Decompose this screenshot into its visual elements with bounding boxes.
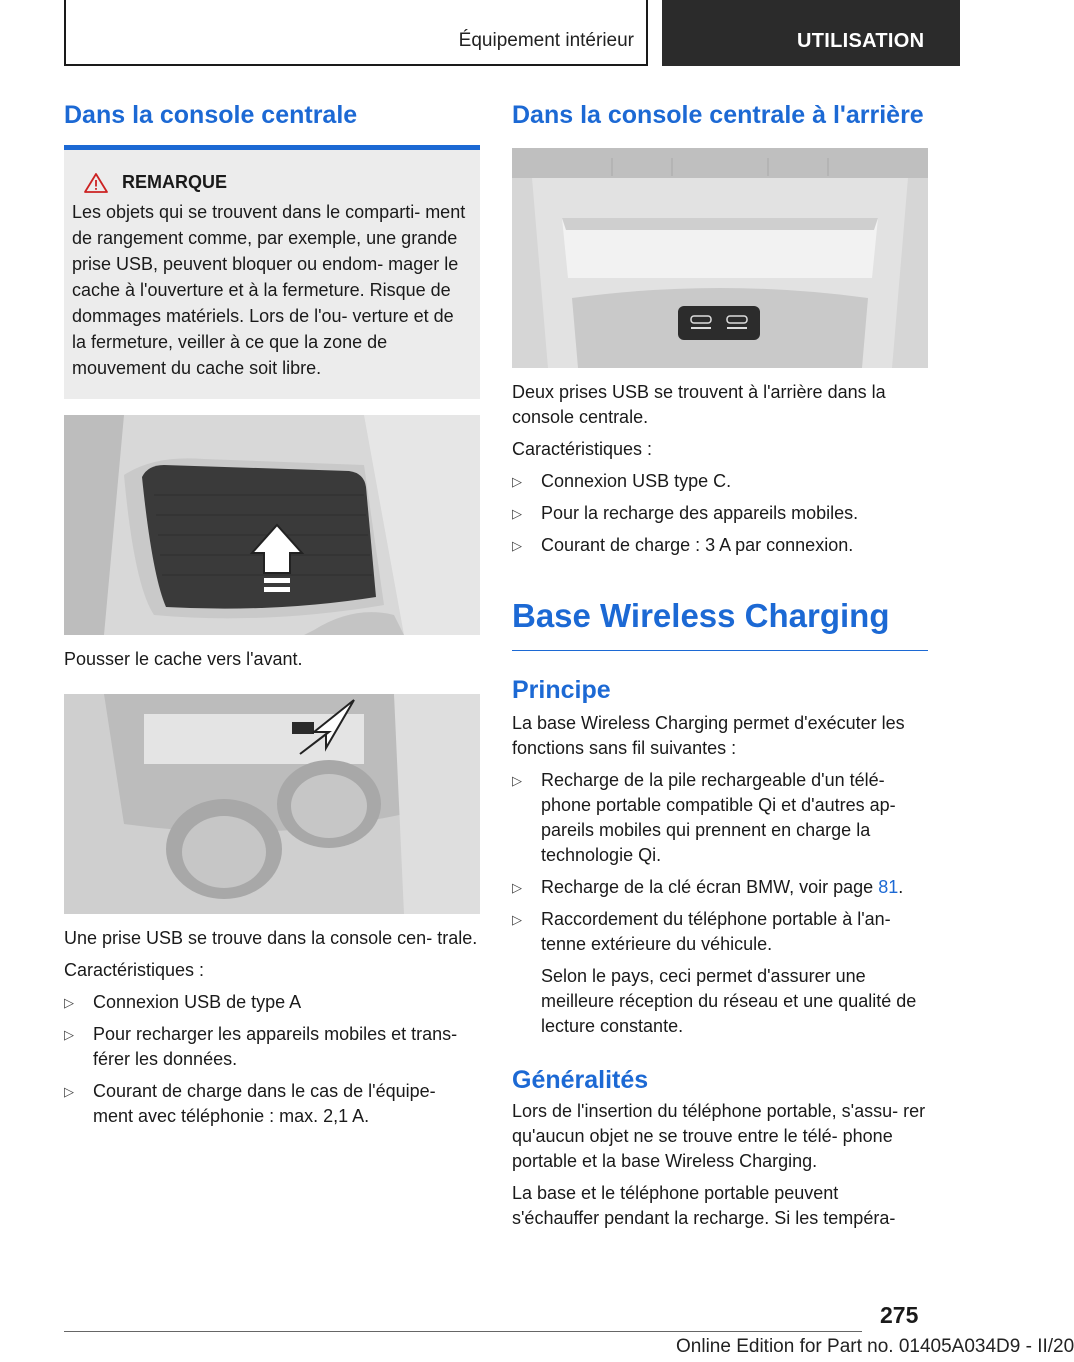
warning-icon — [84, 173, 108, 193]
page-link-81[interactable]: 81 — [878, 877, 899, 897]
photo-rear-usb-ports — [512, 148, 928, 368]
bullet-triangle-icon: ▷ — [64, 1084, 74, 1099]
features-label-left: Caractéristiques : — [64, 960, 205, 980]
bullet-triangle-icon: ▷ — [512, 506, 522, 521]
text-generalites-1: Lors de l'insertion du téléphone portable, s'assu- rer qu'aucun objet ne se trouve entre le télé- phone portable et la base Wireless Charging. — [512, 1101, 926, 1171]
photo-usb-port-console — [64, 694, 480, 914]
heading-generalites: Généralités — [512, 1066, 649, 1094]
bullet-triangle-icon: ▷ — [512, 880, 522, 895]
caption-push-cover: Pousser le cache vers l'avant. — [64, 649, 303, 669]
bullet-triangle-icon: ▷ — [64, 995, 74, 1010]
principe-list — [512, 768, 928, 1039]
list-item: ▷ Recharge de la clé écran BMW, voir page 81. — [512, 875, 928, 900]
list-item: ▷ Raccordement du téléphone portable à l'an- tenne extérieure du véhicule. Selon le pays, ceci permet d'assurer une meilleure réception du réseau et une qualité de lecture constante. — [512, 907, 928, 1039]
note-box — [64, 150, 480, 399]
header-section-box — [662, 0, 960, 66]
note-text: Les objets qui se trouvent dans le comparti- ment de rangement comme, par exemple, une grande prise USB, peuvent bloquer ou endom- mager le cache à l'ouverture et à la fermeture. Risque de dommages matériels. Lors de l'ou- verture et de la fermeture, veiller à ce que la zone de mouvement du cache soit libre. — [72, 202, 466, 378]
heading-center-console: Dans la console centrale — [64, 101, 358, 129]
features-list-left — [64, 990, 480, 1129]
list-item: ▷ Courant de charge dans le cas de l'équipe- ment avec téléphonie : max. 2,1 A. — [64, 1081, 436, 1126]
features-list-right — [512, 469, 928, 558]
section-title: UTILISATION — [797, 30, 925, 52]
chapter-title: Équipement intérieur — [458, 30, 634, 51]
bullet-triangle-icon: ▷ — [512, 773, 522, 788]
list-item: ▷ Pour recharger les appareils mobiles et trans- férer les données. — [64, 1024, 458, 1069]
bullet-triangle-icon: ▷ — [64, 1027, 74, 1042]
list-item: ▷ Pour la recharge des appareils mobiles. — [512, 501, 928, 526]
text-rear-usb: Deux prises USB se trouvent à l'arrière dans la console centrale. — [512, 382, 886, 427]
list-item: ▷ Recharge de la pile rechargeable d'un télé- phone portable compatible Qi et d'autres ap- pareils mobiles qui prennent en charge la technologie Qi. — [512, 770, 896, 865]
footer-edition: Online Edition for Part no. 01405A034D9 - II/20 — [676, 1336, 1074, 1357]
heading-rear-console: Dans la console centrale à l'arrière — [512, 101, 924, 129]
bullet-triangle-icon: ▷ — [512, 538, 522, 553]
header-chapter-box — [64, 0, 648, 66]
bullet-triangle-icon: ▷ — [512, 912, 522, 927]
heading-rule — [512, 650, 928, 651]
photo-console-cover — [64, 415, 480, 635]
features-label-right: Caractéristiques : — [512, 439, 653, 459]
footer-rule — [64, 1331, 862, 1332]
right-column — [512, 100, 928, 1231]
list-item-extra: Selon le pays, ceci permet d'assurer une meilleure réception du réseau et une qualité de lecture constante. — [541, 966, 917, 1036]
list-item: ▷ Connexion USB de type A — [64, 990, 480, 1015]
list-item: ▷ Courant de charge : 3 A par connexion. — [512, 533, 928, 558]
list-item: ▷ Connexion USB type C. — [512, 469, 928, 494]
heading-wireless-charging: Base Wireless Charging — [512, 597, 890, 634]
bullet-triangle-icon: ▷ — [512, 474, 522, 489]
note-header — [84, 172, 472, 193]
text-usb-console: Une prise USB se trouve dans la console cen- trale. — [64, 928, 478, 948]
note-label: REMARQUE — [122, 172, 228, 192]
heading-principe: Principe — [512, 676, 611, 704]
left-column — [64, 100, 480, 1129]
text-generalites-2: La base et le téléphone portable peuvent s'échauffer pendant la recharge. Si les tempéra- — [512, 1183, 896, 1228]
text-principe-intro: La base Wireless Charging permet d'exécuter les fonctions sans fil suivantes : — [512, 713, 905, 758]
page-number: 275 — [880, 1302, 919, 1328]
